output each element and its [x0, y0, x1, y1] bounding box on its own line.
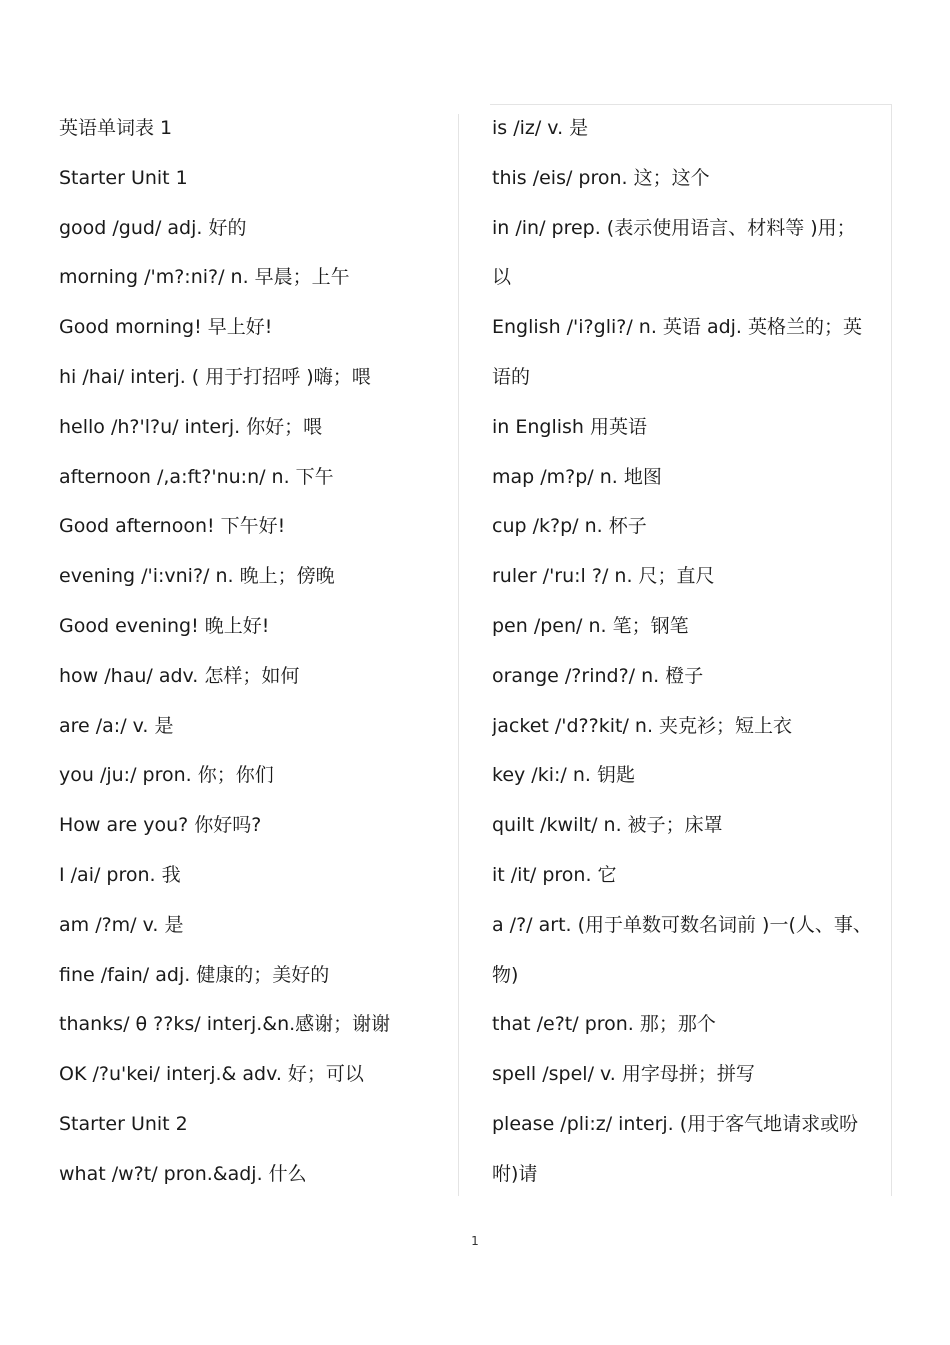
vocabulary-column-right — [492, 104, 892, 1200]
vocabulary-column-left — [59, 104, 455, 1200]
vocabulary-line: Good morning! 早上好! — [59, 316, 273, 339]
vocabulary-line: in English 用英语 — [492, 415, 648, 438]
vocabulary-line: Good evening! 晚上好! — [59, 614, 270, 637]
vocabulary-line: thanks/ θ ??ks/ interj.&n.感谢；谢谢 — [59, 1013, 391, 1036]
vocabulary-line: 以 — [492, 266, 512, 289]
vocabulary-line: 咐)请 — [492, 1162, 538, 1185]
vocabulary-line: that /e?t/ pron. 那；那个 — [492, 1013, 716, 1036]
vocabulary-line: I /ai/ pron. 我 — [59, 863, 181, 886]
vocabulary-line: spell /spel/ v. 用字母拼；拼写 — [492, 1063, 755, 1086]
vocabulary-line: Starter Unit 1 — [59, 166, 188, 189]
vocabulary-line: is /iz/ v. 是 — [492, 117, 589, 139]
vocabulary-line: how /hau/ adv. 怎样；如何 — [59, 664, 300, 687]
vocabulary-line: are /a:/ v. 是 — [59, 714, 174, 737]
vocabulary-line: this /eis/ pron. 这；这个 — [492, 166, 710, 189]
vocabulary-line: am /?m/ v. 是 — [59, 913, 184, 936]
vocabulary-line: it /it/ pron. 它 — [492, 863, 617, 886]
vocabulary-line: pen /pen/ n. 笔；钢笔 — [492, 614, 689, 637]
vocabulary-line: hello /h?'l?u/ interj. 你好；喂 — [59, 415, 323, 438]
vocabulary-line: hi /hai/ interj. ( 用于打招呼 )嗨；喂 — [59, 365, 371, 388]
vocabulary-line: evening /'i:vni?/ n. 晚上；傍晚 — [59, 565, 335, 588]
vocabulary-line: key /ki:/ n. 钥匙 — [492, 764, 635, 787]
vocabulary-line: afternoon /,a:ft?'nu:n/ n. 下午 — [59, 465, 334, 488]
vocabulary-line: fine /fain/ adj. 健康的；美好的 — [59, 963, 330, 986]
vocabulary-line: a /?/ art. (用于单数可数名词前 )一(人、事、 — [492, 913, 872, 936]
vocabulary-line: 英语单词表 1 — [59, 117, 173, 139]
vocabulary-line: English /'i?gli?/ n. 英语 adj. 英格兰的；英 — [492, 316, 862, 339]
vocabulary-line: good /gud/ adj. 好的 — [59, 216, 247, 239]
vocabulary-line: 物) — [492, 963, 519, 986]
vocabulary-line: morning /'m?:ni?/ n. 早晨；上午 — [59, 266, 350, 289]
vocabulary-line: cup /k?p/ n. 杯子 — [492, 515, 647, 538]
vocabulary-line: you /ju:/ pron. 你；你们 — [59, 764, 274, 787]
vocabulary-line: orange /?rind?/ n. 橙子 — [492, 664, 704, 687]
vocabulary-line: OK /?u'kei/ interj.& adv. 好；可以 — [59, 1063, 364, 1086]
column-divider-left — [458, 114, 459, 1196]
vocabulary-line: 语的 — [492, 365, 531, 388]
vocabulary-line: ruler /'ru:l ?/ n. 尺；直尺 — [492, 565, 715, 588]
vocabulary-line: quilt /kwilt/ n. 被子；床罩 — [492, 814, 723, 837]
vocabulary-line: Good afternoon! 下午好! — [59, 515, 286, 538]
vocabulary-line: map /m?p/ n. 地图 — [492, 465, 662, 488]
vocabulary-line: please /pli:z/ interj. (用于客气地请求或吩 — [492, 1112, 859, 1135]
vocabulary-line: How are you? 你好吗? — [59, 814, 262, 837]
page-number: 1 — [471, 1234, 479, 1248]
vocabulary-line: what /w?t/ pron.&adj. 什么 — [59, 1162, 307, 1185]
vocabulary-line: Starter Unit 2 — [59, 1112, 188, 1135]
vocabulary-line: jacket /'d??kit/ n. 夹克衫；短上衣 — [492, 714, 793, 737]
vocabulary-line: in /in/ prep. (表示使用语言、材料等 )用； — [492, 216, 856, 239]
